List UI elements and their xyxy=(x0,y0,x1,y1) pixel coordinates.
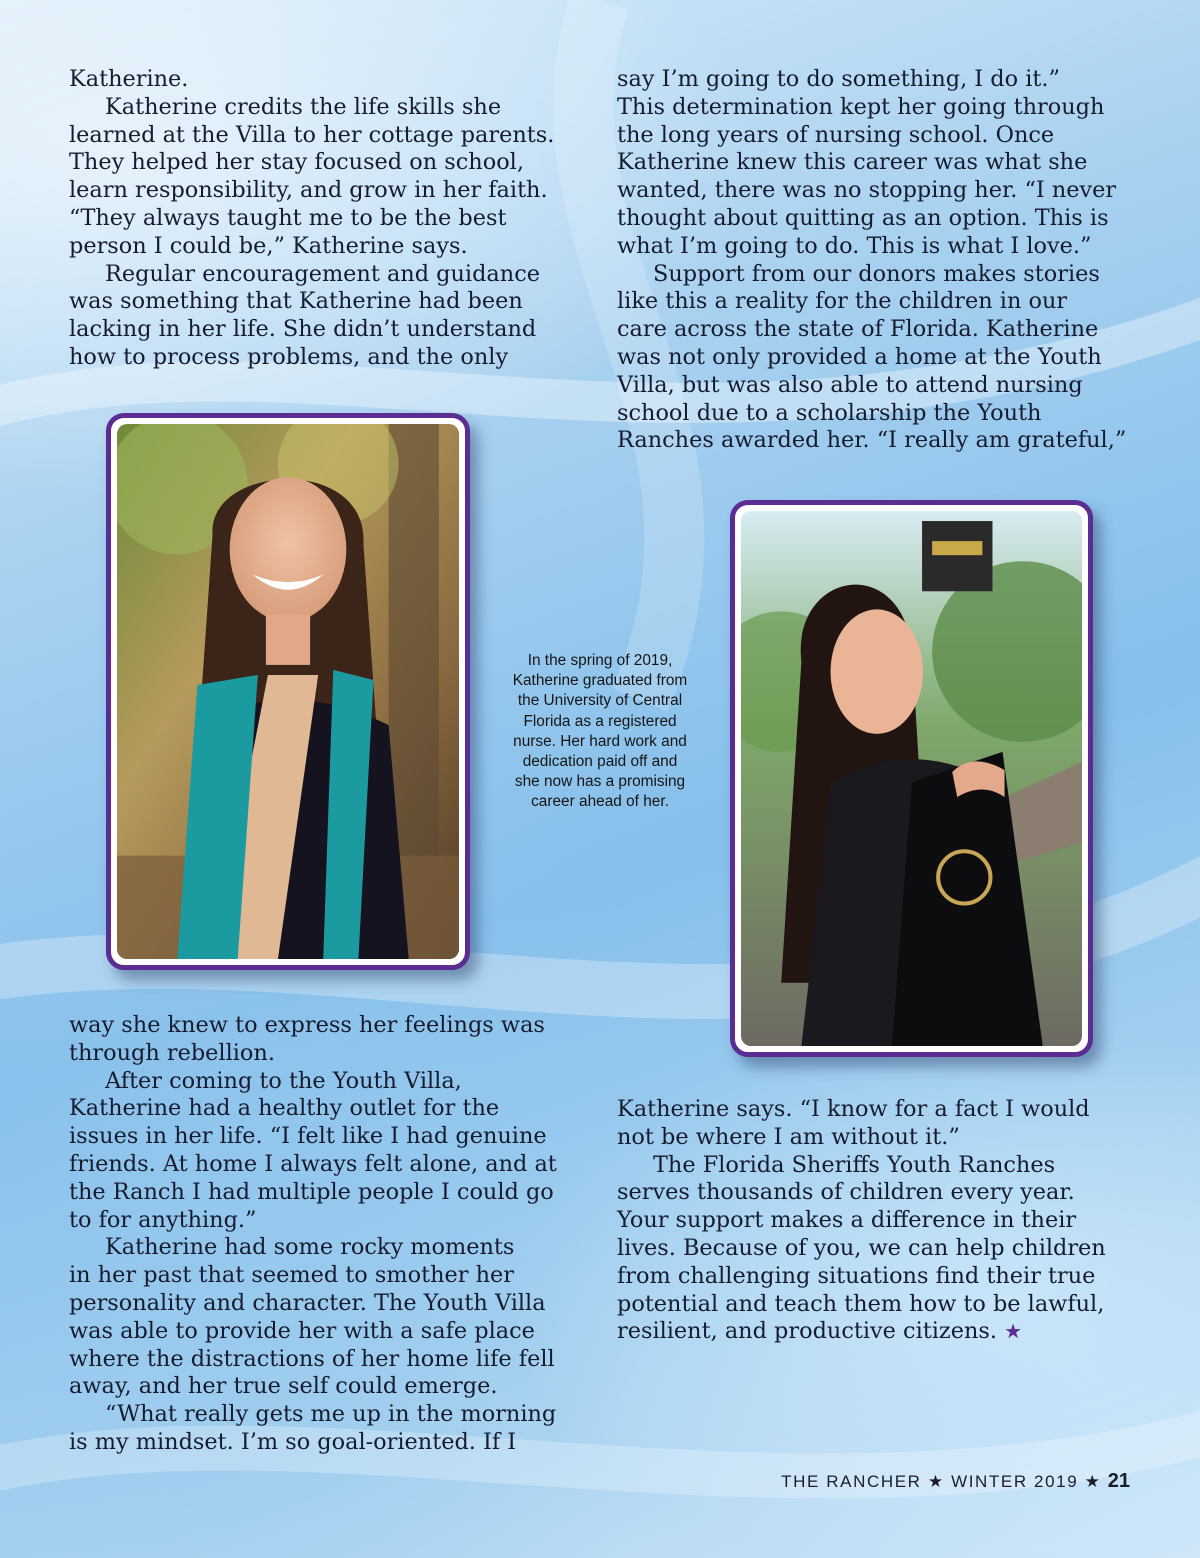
text-line: Katherine had some rocky moments xyxy=(105,1234,515,1261)
text-line: where the distractions of her home life fell xyxy=(69,1345,555,1372)
text-line: was able to provide her with a safe place xyxy=(69,1317,535,1344)
text-line: from challenging situations find their true xyxy=(617,1262,1096,1289)
text-line: Katherine credits the life skills she xyxy=(105,93,502,120)
text-line: away, and her true self could emerge. xyxy=(69,1373,498,1400)
text-line: is my mindset. I’m so goal-oriented. If I xyxy=(69,1428,517,1455)
text-line: learn responsibility, and grow in her faith. xyxy=(69,177,548,204)
text-line: to for anything.” xyxy=(69,1206,257,1233)
publication-name: THE RANCHER xyxy=(781,1472,922,1491)
text-line: Katherine had a healthy outlet for the xyxy=(69,1095,500,1122)
column-left-top xyxy=(69,66,579,372)
text-line: thought about quitting as an option. This is xyxy=(617,204,1109,231)
column-right-top xyxy=(617,66,1137,455)
photo-frame-left xyxy=(106,413,470,970)
text-line: potential and teach them how to be lawful, xyxy=(617,1290,1105,1317)
text-line: Katherine. xyxy=(69,66,189,92)
text-line: Ranches awarded her. “I really am grateful,” xyxy=(617,427,1127,454)
text-line-content: resilient, and productive citizens. xyxy=(617,1318,997,1345)
text-line xyxy=(617,1318,1137,1346)
text-line: Katherine says. “I know for a fact I would xyxy=(617,1096,1090,1122)
caption-line: career ahead of her. xyxy=(531,793,669,811)
caption-line: nurse. Her hard work and xyxy=(513,732,687,750)
page-footer xyxy=(781,1470,1130,1493)
text-line: was not only provided a home at the Youth xyxy=(617,343,1102,370)
text-line: Support from our donors makes stories xyxy=(653,260,1100,287)
text-line: learned at the Villa to her cottage parents. xyxy=(69,121,555,148)
photo-frame-right xyxy=(730,500,1093,1057)
text-line: the long years of nursing school. Once xyxy=(617,121,1055,148)
column-right-bottom xyxy=(617,1096,1137,1346)
caption-line: she now has a promising xyxy=(514,773,686,791)
text-line: the Ranch I had multiple people I could go xyxy=(69,1178,554,1205)
text-line: serves thousands of children every year. xyxy=(617,1179,1075,1206)
text-line: lacking in her life. She didn’t understand xyxy=(69,316,537,343)
text-line: way she knew to express her feelings was xyxy=(69,1012,545,1038)
text-line: After coming to the Youth Villa, xyxy=(105,1067,462,1094)
text-line: lives. Because of you, we can help children xyxy=(617,1234,1106,1261)
text-line: issues in her life. “I felt like I had genuine xyxy=(69,1123,547,1150)
text-line: This determination kept her going through xyxy=(617,93,1105,120)
text-line: Regular encouragement and guidance xyxy=(105,260,540,287)
end-star-icon: ★ xyxy=(1004,1319,1023,1344)
photo-graduate-gown xyxy=(741,511,1082,1046)
caption-line: Katherine graduated from xyxy=(512,672,688,690)
column-left-bottom xyxy=(69,1012,579,1457)
text-line: The Florida Sheriffs Youth Ranches xyxy=(653,1151,1056,1178)
text-line: what I’m going to do. This is what I love.” xyxy=(617,232,1092,259)
text-line: school due to a scholarship the Youth xyxy=(617,399,1042,426)
text-line: say I’m going to do something, I do it.” xyxy=(617,66,1060,92)
footer-star-icon: ★ xyxy=(1084,1472,1102,1491)
text-line: “They always taught me to be the best xyxy=(69,204,507,231)
caption-line: the University of Central xyxy=(517,692,683,710)
photo-graduate-smiling xyxy=(117,424,459,959)
caption-line: dedication paid off and xyxy=(522,753,678,771)
text-line: care across the state of Florida. Katherine xyxy=(617,316,1099,343)
text-line: like this a reality for the children in our xyxy=(617,288,1068,315)
text-line: in her past that seemed to smother her xyxy=(69,1262,514,1289)
text-line: not be where I am without it.” xyxy=(617,1123,960,1150)
footer-star-icon: ★ xyxy=(927,1472,945,1491)
photo-caption xyxy=(488,651,712,813)
page-number: 21 xyxy=(1107,1470,1130,1492)
text-line: They helped her stay focused on school, xyxy=(69,149,524,176)
text-line: wanted, there was no stopping her. “I never xyxy=(617,177,1117,204)
text-line: personality and character. The Youth Villa xyxy=(69,1289,546,1316)
text-line: Villa, but was also able to attend nursing xyxy=(617,371,1083,398)
text-line: person I could be,” Katherine says. xyxy=(69,232,468,259)
text-line: was something that Katherine had been xyxy=(69,288,523,315)
text-line: “What really gets me up in the morning xyxy=(105,1401,557,1428)
caption-line: Florida as a registered xyxy=(523,712,677,730)
text-line: through rebellion. xyxy=(69,1039,275,1066)
text-line: Your support makes a difference in their xyxy=(617,1207,1077,1234)
text-line: Katherine knew this career was what she xyxy=(617,149,1088,176)
text-line: friends. At home I always felt alone, and at xyxy=(69,1150,557,1177)
caption-line: In the spring of 2019, xyxy=(527,652,673,669)
text-line: how to process problems, and the only xyxy=(69,343,509,370)
issue-label: WINTER 2019 xyxy=(951,1472,1079,1491)
